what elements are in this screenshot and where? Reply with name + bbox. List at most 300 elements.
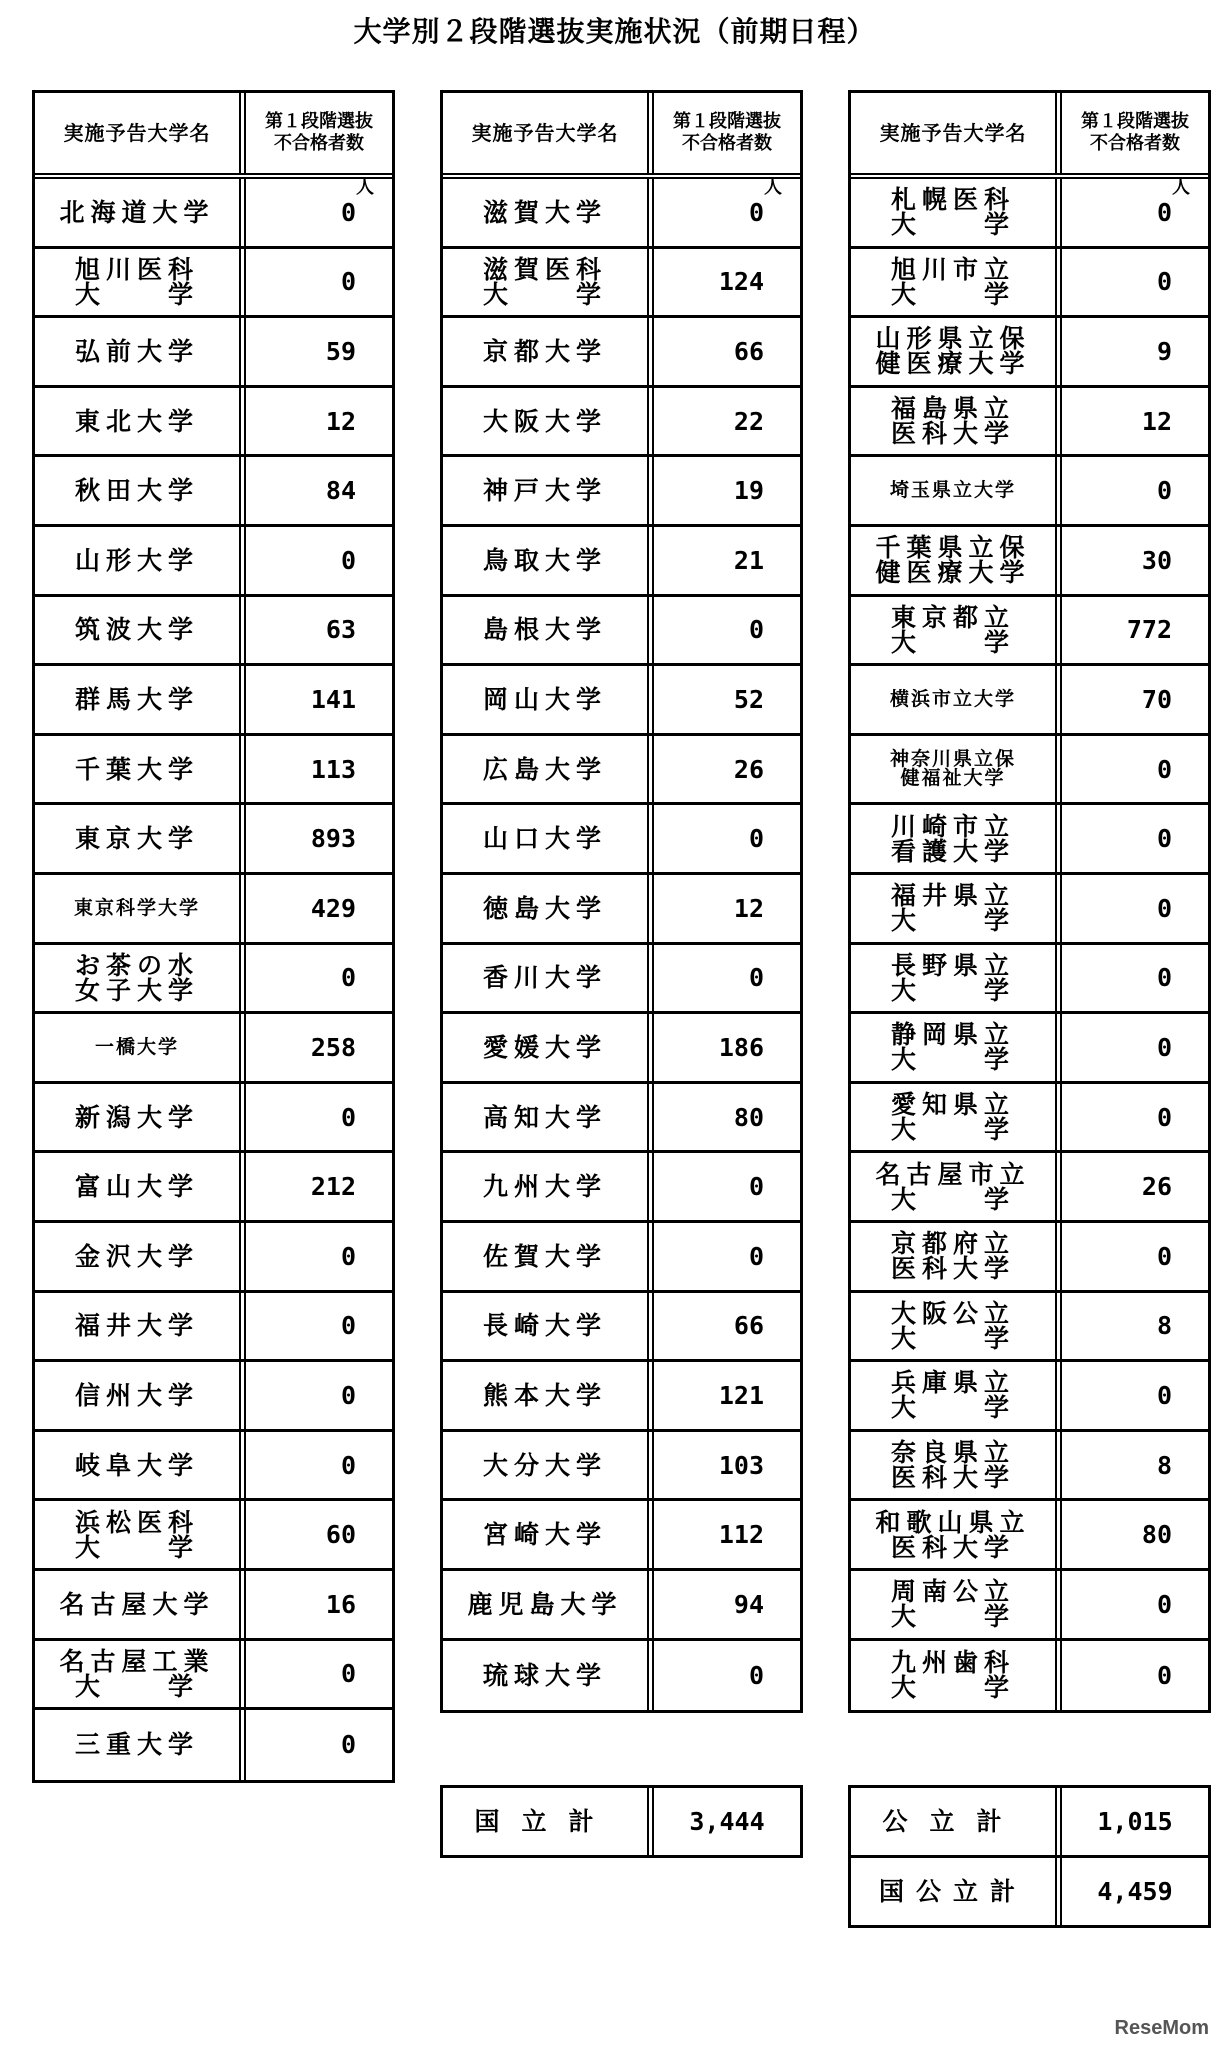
- column-separator: [647, 1223, 654, 1290]
- table-row: [851, 805, 1208, 875]
- table-row: [35, 527, 392, 597]
- table-row: [35, 318, 392, 388]
- column-separator: [1055, 597, 1062, 664]
- university-name: 大分大学: [482, 1450, 607, 1480]
- rejected-count: 9: [1156, 336, 1172, 366]
- table-row: [35, 597, 392, 667]
- column-separator: [239, 736, 246, 803]
- header-value-line2: 不合格者数: [274, 133, 364, 154]
- university-name: 福井大学: [74, 1311, 199, 1341]
- rejected-count: 59: [325, 336, 356, 366]
- university-name: 名古屋大学: [59, 1589, 215, 1619]
- column-separator: [239, 318, 246, 385]
- table-row: [35, 457, 392, 527]
- column-separator: [647, 249, 654, 316]
- university-name: 東北大学: [74, 406, 199, 436]
- column-separator: [1055, 457, 1062, 524]
- university-name: 長野県立 大 学: [890, 950, 1015, 1005]
- table-row: [851, 597, 1208, 667]
- column-separator: [239, 1293, 246, 1360]
- table-row: [35, 1362, 392, 1432]
- column-separator: [647, 388, 654, 455]
- table-row: [35, 1014, 392, 1084]
- column-separator: [239, 1223, 246, 1290]
- column-separator: [239, 1362, 246, 1429]
- university-name: 東京大学: [74, 824, 199, 854]
- rejected-count: 16: [325, 1589, 356, 1619]
- university-name: 弘前大学: [74, 336, 199, 366]
- rejected-count: 893: [310, 824, 356, 854]
- table-row: [443, 597, 800, 667]
- table-row: [35, 1501, 392, 1571]
- rejected-count: 124: [718, 267, 764, 297]
- column-separator: [239, 1571, 246, 1638]
- rejected-count: 0: [1156, 476, 1172, 506]
- table-header: [443, 93, 800, 179]
- rejected-count: 8: [1156, 1311, 1172, 1341]
- column-separator: [647, 1362, 654, 1429]
- public-total-label: 公立計: [882, 1807, 1024, 1836]
- university-name: 岐阜大学: [74, 1450, 199, 1480]
- column-separator: [647, 1014, 654, 1081]
- table-row: [851, 875, 1208, 945]
- column-separator: [239, 1432, 246, 1499]
- table-row: [35, 666, 392, 736]
- column-separator: [239, 1153, 246, 1220]
- university-name: 滋賀大学: [482, 197, 607, 227]
- rejected-count: 0: [340, 1102, 356, 1132]
- column-separator: [239, 388, 246, 455]
- rejected-count: 63: [325, 615, 356, 645]
- header-value-line2: 不合格者数: [1090, 133, 1180, 154]
- university-name: 徳島大学: [482, 893, 607, 923]
- rejected-count: 0: [1156, 1102, 1172, 1132]
- university-name: 群馬大学: [74, 684, 199, 714]
- column-separator: [1055, 388, 1062, 455]
- table-row: [851, 1223, 1208, 1293]
- university-name: 山口大学: [482, 824, 607, 854]
- header-value-col: [1062, 93, 1208, 173]
- column-separator: [647, 179, 654, 246]
- table-row: [851, 1571, 1208, 1641]
- unit-label: 人: [356, 177, 374, 198]
- rejected-count: 0: [340, 963, 356, 993]
- rejected-count: 0: [748, 197, 764, 227]
- university-name: 京都府立 医科大学: [890, 1229, 1015, 1284]
- column-separator: [1055, 1641, 1062, 1711]
- university-name: 名古屋市立 大 学: [875, 1159, 1031, 1214]
- rejected-count: 19: [733, 476, 764, 506]
- rejected-count: 0: [1156, 1032, 1172, 1062]
- rejected-count: 80: [1141, 1520, 1172, 1550]
- university-name: 琉球大学: [482, 1660, 607, 1690]
- table-row: [851, 666, 1208, 736]
- table-row: [35, 1084, 392, 1154]
- table-row: [443, 1223, 800, 1293]
- rejected-count: 26: [1141, 1172, 1172, 1202]
- column-separator: [1055, 93, 1062, 173]
- table-row: [443, 249, 800, 319]
- column-separator: [1055, 945, 1062, 1012]
- column-separator: [647, 875, 654, 942]
- column-separator: [1055, 805, 1062, 872]
- table-row: [35, 1571, 392, 1641]
- rejected-count: 0: [340, 1311, 356, 1341]
- university-name: 東京都立 大 学: [890, 602, 1015, 657]
- table-row: [851, 1153, 1208, 1223]
- rejected-count: 113: [310, 754, 356, 784]
- table-row: [35, 1710, 392, 1780]
- university-name: 長崎大学: [482, 1311, 607, 1341]
- rejected-count: 70: [1141, 684, 1172, 714]
- rejected-count: 0: [340, 1730, 356, 1760]
- university-name: 埼玉県立大学: [889, 479, 1016, 502]
- page-title: 大学別２段階選抜実施状況（前期日程）: [353, 15, 876, 48]
- rejected-count: 0: [340, 197, 356, 227]
- university-name: 山形県立保 健医療大学: [875, 324, 1031, 379]
- header-value-line2: 不合格者数: [682, 133, 772, 154]
- unit-label: 人: [764, 177, 782, 198]
- table-row: [35, 805, 392, 875]
- column-separator: [239, 666, 246, 733]
- table-row: [443, 457, 800, 527]
- column-separator: [1055, 1362, 1062, 1429]
- table-row: [443, 1362, 800, 1432]
- university-name: 愛知県立 大 学: [890, 1090, 1015, 1145]
- column-separator: [647, 1084, 654, 1151]
- university-name: 奈良県立 医科大学: [890, 1438, 1015, 1493]
- table-row: [851, 457, 1208, 527]
- table-row: [443, 875, 800, 945]
- university-name: 旭川市立 大 学: [890, 254, 1015, 309]
- column-separator: [239, 1084, 246, 1151]
- table-row: [851, 388, 1208, 458]
- rejected-count: 0: [1156, 1589, 1172, 1619]
- table-row: [443, 318, 800, 388]
- rejected-count: 52: [733, 684, 764, 714]
- university-name: 一橋大学: [94, 1035, 179, 1058]
- university-name: 九州大学: [482, 1172, 607, 1202]
- university-name: 千葉県立保 健医療大学: [875, 533, 1031, 588]
- university-name: 岡山大学: [482, 684, 607, 714]
- rejected-count: 258: [310, 1032, 356, 1062]
- university-name: 川崎市立 看護大学: [890, 811, 1015, 866]
- university-table-2: [440, 90, 803, 1713]
- rejected-count: 0: [340, 267, 356, 297]
- rejected-count: 0: [1156, 1380, 1172, 1410]
- column-separator: [239, 1641, 246, 1708]
- header-name-col: 実施予告大学名: [879, 121, 1027, 145]
- column-separator: [647, 457, 654, 524]
- rejected-count: 22: [733, 406, 764, 436]
- table-row: [35, 249, 392, 319]
- university-name: 島根大学: [482, 615, 607, 645]
- university-name: 大阪公立 大 学: [890, 1298, 1015, 1353]
- table-row: [443, 805, 800, 875]
- table-row: [851, 1014, 1208, 1084]
- rejected-count: 0: [340, 1380, 356, 1410]
- rejected-count: 141: [310, 684, 356, 714]
- table-row: [35, 388, 392, 458]
- university-name: 千葉大学: [74, 754, 199, 784]
- table-row: [443, 1084, 800, 1154]
- university-name: 北海道大学: [59, 197, 215, 227]
- table-header: [851, 93, 1208, 179]
- column-separator: [1055, 527, 1062, 594]
- university-name: 宮崎大学: [482, 1520, 607, 1550]
- column-separator: [239, 945, 246, 1012]
- rejected-count: 112: [718, 1520, 764, 1550]
- national-total-box: [440, 1785, 803, 1858]
- table-row: [851, 1293, 1208, 1363]
- column-separator: [647, 805, 654, 872]
- rejected-count: 84: [325, 476, 356, 506]
- resemom-watermark: ReseMom: [1114, 2017, 1209, 2039]
- table-row: [443, 1293, 800, 1363]
- column-separator: [1055, 1014, 1062, 1081]
- university-name: 山形大学: [74, 545, 199, 575]
- column-separator: [647, 597, 654, 664]
- column-separator: [1055, 875, 1062, 942]
- column-separator: [647, 945, 654, 1012]
- table-row: [851, 1362, 1208, 1432]
- university-name: 名古屋工業 大 学: [59, 1646, 215, 1701]
- rejected-count: 80: [733, 1102, 764, 1132]
- header-name-col: 実施予告大学名: [63, 121, 211, 145]
- column-separator: [1055, 1084, 1062, 1151]
- university-name: 佐賀大学: [482, 1241, 607, 1271]
- university-table-1: [32, 90, 395, 1783]
- header-value-line1: 第１段階選抜: [265, 110, 373, 132]
- table-row: [443, 527, 800, 597]
- rejected-count: 21: [733, 545, 764, 575]
- column-separator: [239, 1014, 246, 1081]
- column-separator: [647, 93, 654, 173]
- column-separator: [239, 527, 246, 594]
- column-separator: [1055, 666, 1062, 733]
- rejected-count: 8: [1156, 1450, 1172, 1480]
- university-name: 滋賀医科 大 学: [482, 254, 607, 309]
- column-separator: [647, 1432, 654, 1499]
- university-name: お茶の水 女子大学: [74, 950, 199, 1005]
- column-separator: [239, 875, 246, 942]
- column-separator: [1055, 1501, 1062, 1568]
- table-row: [443, 945, 800, 1015]
- table-row: [443, 1014, 800, 1084]
- university-name: 九州歯科 大 学: [890, 1648, 1015, 1703]
- rejected-count: 0: [340, 1241, 356, 1271]
- rejected-count: 121: [718, 1380, 764, 1410]
- column-separator: [239, 457, 246, 524]
- table-row: [443, 736, 800, 806]
- all-total-value: 4,459: [1097, 1877, 1173, 1906]
- rejected-count: 66: [733, 336, 764, 366]
- unit-label: 人: [1172, 177, 1190, 198]
- table-row: [851, 945, 1208, 1015]
- rejected-count: 0: [1156, 754, 1172, 784]
- table-row: [851, 527, 1208, 597]
- national-total-label: 国立計: [474, 1807, 616, 1836]
- rejected-count: 186: [718, 1032, 764, 1062]
- university-name: 福島県立 医科大学: [890, 394, 1015, 449]
- table-row: [851, 736, 1208, 806]
- table-header: [35, 93, 392, 179]
- table-row: [851, 1501, 1208, 1571]
- table-row: [443, 1571, 800, 1641]
- column-separator: [1055, 1788, 1062, 1855]
- column-separator: [1055, 1293, 1062, 1360]
- column-separator: [1055, 1858, 1062, 1925]
- table-row: [851, 179, 1208, 249]
- column-separator: [647, 318, 654, 385]
- rejected-count: 103: [718, 1450, 764, 1480]
- column-separator: [1055, 1223, 1062, 1290]
- table-row: [35, 1293, 392, 1363]
- rejected-count: 12: [325, 406, 356, 436]
- table-row: [443, 1432, 800, 1502]
- column-separator: [239, 597, 246, 664]
- header-value-line1: 第１段階選抜: [1081, 110, 1189, 132]
- table-row: [851, 318, 1208, 388]
- column-separator: [647, 666, 654, 733]
- rejected-count: 66: [733, 1311, 764, 1341]
- column-separator: [239, 1501, 246, 1568]
- rejected-count: 60: [325, 1520, 356, 1550]
- university-name: 神戸大学: [482, 476, 607, 506]
- university-name: 鹿児島大学: [467, 1589, 623, 1619]
- public-total-value: 1,015: [1097, 1807, 1173, 1836]
- column-separator: [647, 1293, 654, 1360]
- table-row: [443, 388, 800, 458]
- rejected-count: 0: [340, 545, 356, 575]
- university-name: 鳥取大学: [482, 545, 607, 575]
- all-total-label: 国公立計: [878, 1877, 1027, 1906]
- rejected-count: 0: [748, 615, 764, 645]
- university-name: 高知大学: [482, 1102, 607, 1132]
- column-separator: [239, 179, 246, 246]
- table-row: [851, 1432, 1208, 1502]
- rejected-count: 0: [1156, 963, 1172, 993]
- column-separator: [1055, 1153, 1062, 1220]
- rejected-count: 0: [1156, 824, 1172, 854]
- rejected-count: 0: [748, 963, 764, 993]
- table-row: [443, 179, 800, 249]
- rejected-count: 30: [1141, 545, 1172, 575]
- all-total-row: [851, 1858, 1208, 1925]
- university-name: 金沢大学: [74, 1241, 199, 1271]
- university-table-3: [848, 90, 1211, 1713]
- column-separator: [647, 1641, 654, 1711]
- rejected-count: 0: [340, 1450, 356, 1480]
- table-row: [443, 1501, 800, 1571]
- university-name: 東京科学大学: [73, 896, 200, 919]
- rejected-count: 212: [310, 1172, 356, 1202]
- table-row: [443, 666, 800, 736]
- table-row: [35, 945, 392, 1015]
- university-name: 三重大学: [74, 1730, 199, 1760]
- university-name: 香川大学: [482, 963, 607, 993]
- table-row: [35, 1432, 392, 1502]
- university-name: 静岡県立 大 学: [890, 1020, 1015, 1075]
- rejected-count: 0: [1156, 267, 1172, 297]
- column-separator: [1055, 318, 1062, 385]
- column-separator: [239, 805, 246, 872]
- rejected-count: 12: [733, 893, 764, 923]
- header-value-col: [654, 93, 800, 173]
- rejected-count: 772: [1126, 615, 1172, 645]
- column-separator: [1055, 1571, 1062, 1638]
- rejected-count: 12: [1141, 406, 1172, 436]
- column-separator: [239, 93, 246, 173]
- table-row: [35, 1641, 392, 1711]
- header-value-line1: 第１段階選抜: [673, 110, 781, 132]
- table-row: [35, 736, 392, 806]
- university-name: 周南公立 大 学: [890, 1577, 1015, 1632]
- university-name: 兵庫県立 大 学: [890, 1368, 1015, 1423]
- university-name: 京都大学: [482, 336, 607, 366]
- column-separator: [1055, 179, 1062, 246]
- university-name: 旭川医科 大 学: [74, 254, 199, 309]
- column-separator: [239, 1710, 246, 1780]
- table-row: [35, 1223, 392, 1293]
- university-name: 広島大学: [482, 754, 607, 784]
- university-name: 和歌山県立 医科大学: [875, 1507, 1031, 1562]
- column-separator: [647, 736, 654, 803]
- header-value-col: [246, 93, 392, 173]
- rejected-count: 0: [748, 1241, 764, 1271]
- table-row: [851, 1084, 1208, 1154]
- table-row: [443, 1641, 800, 1711]
- rejected-count: 0: [748, 824, 764, 854]
- column-separator: [647, 1501, 654, 1568]
- column-separator: [1055, 736, 1062, 803]
- university-name: 愛媛大学: [482, 1032, 607, 1062]
- table-row: [443, 1153, 800, 1223]
- university-name: 信州大学: [74, 1380, 199, 1410]
- table-row: [35, 875, 392, 945]
- university-name: 秋田大学: [74, 476, 199, 506]
- university-name: 大阪大学: [482, 406, 607, 436]
- column-separator: [647, 1788, 654, 1855]
- header-name-col: 実施予告大学名: [471, 121, 619, 145]
- public-total-row: [851, 1788, 1208, 1858]
- national-total-value: 3,444: [689, 1807, 765, 1836]
- rejected-count: 0: [1156, 197, 1172, 227]
- rejected-count: 0: [1156, 893, 1172, 923]
- table-row: [35, 179, 392, 249]
- university-name: 熊本大学: [482, 1380, 607, 1410]
- rejected-count: 0: [748, 1172, 764, 1202]
- rejected-count: 94: [733, 1589, 764, 1619]
- public-total-box: [848, 1785, 1211, 1928]
- column-separator: [647, 1153, 654, 1220]
- university-name: 筑波大学: [74, 615, 199, 645]
- column-separator: [647, 1571, 654, 1638]
- rejected-count: 0: [340, 1659, 356, 1689]
- column-separator: [239, 249, 246, 316]
- rejected-count: 26: [733, 754, 764, 784]
- rejected-count: 429: [310, 893, 356, 923]
- university-name: 神奈川県立保 健福祉大学: [889, 748, 1016, 790]
- national-total-row: [443, 1788, 800, 1855]
- university-name: 福井県立 大 学: [890, 881, 1015, 936]
- rejected-count: 0: [1156, 1660, 1172, 1690]
- column-separator: [1055, 249, 1062, 316]
- rejected-count: 0: [748, 1660, 764, 1690]
- table-row: [35, 1153, 392, 1223]
- university-name: 札幌医科 大 学: [890, 185, 1015, 240]
- column-separator: [1055, 1432, 1062, 1499]
